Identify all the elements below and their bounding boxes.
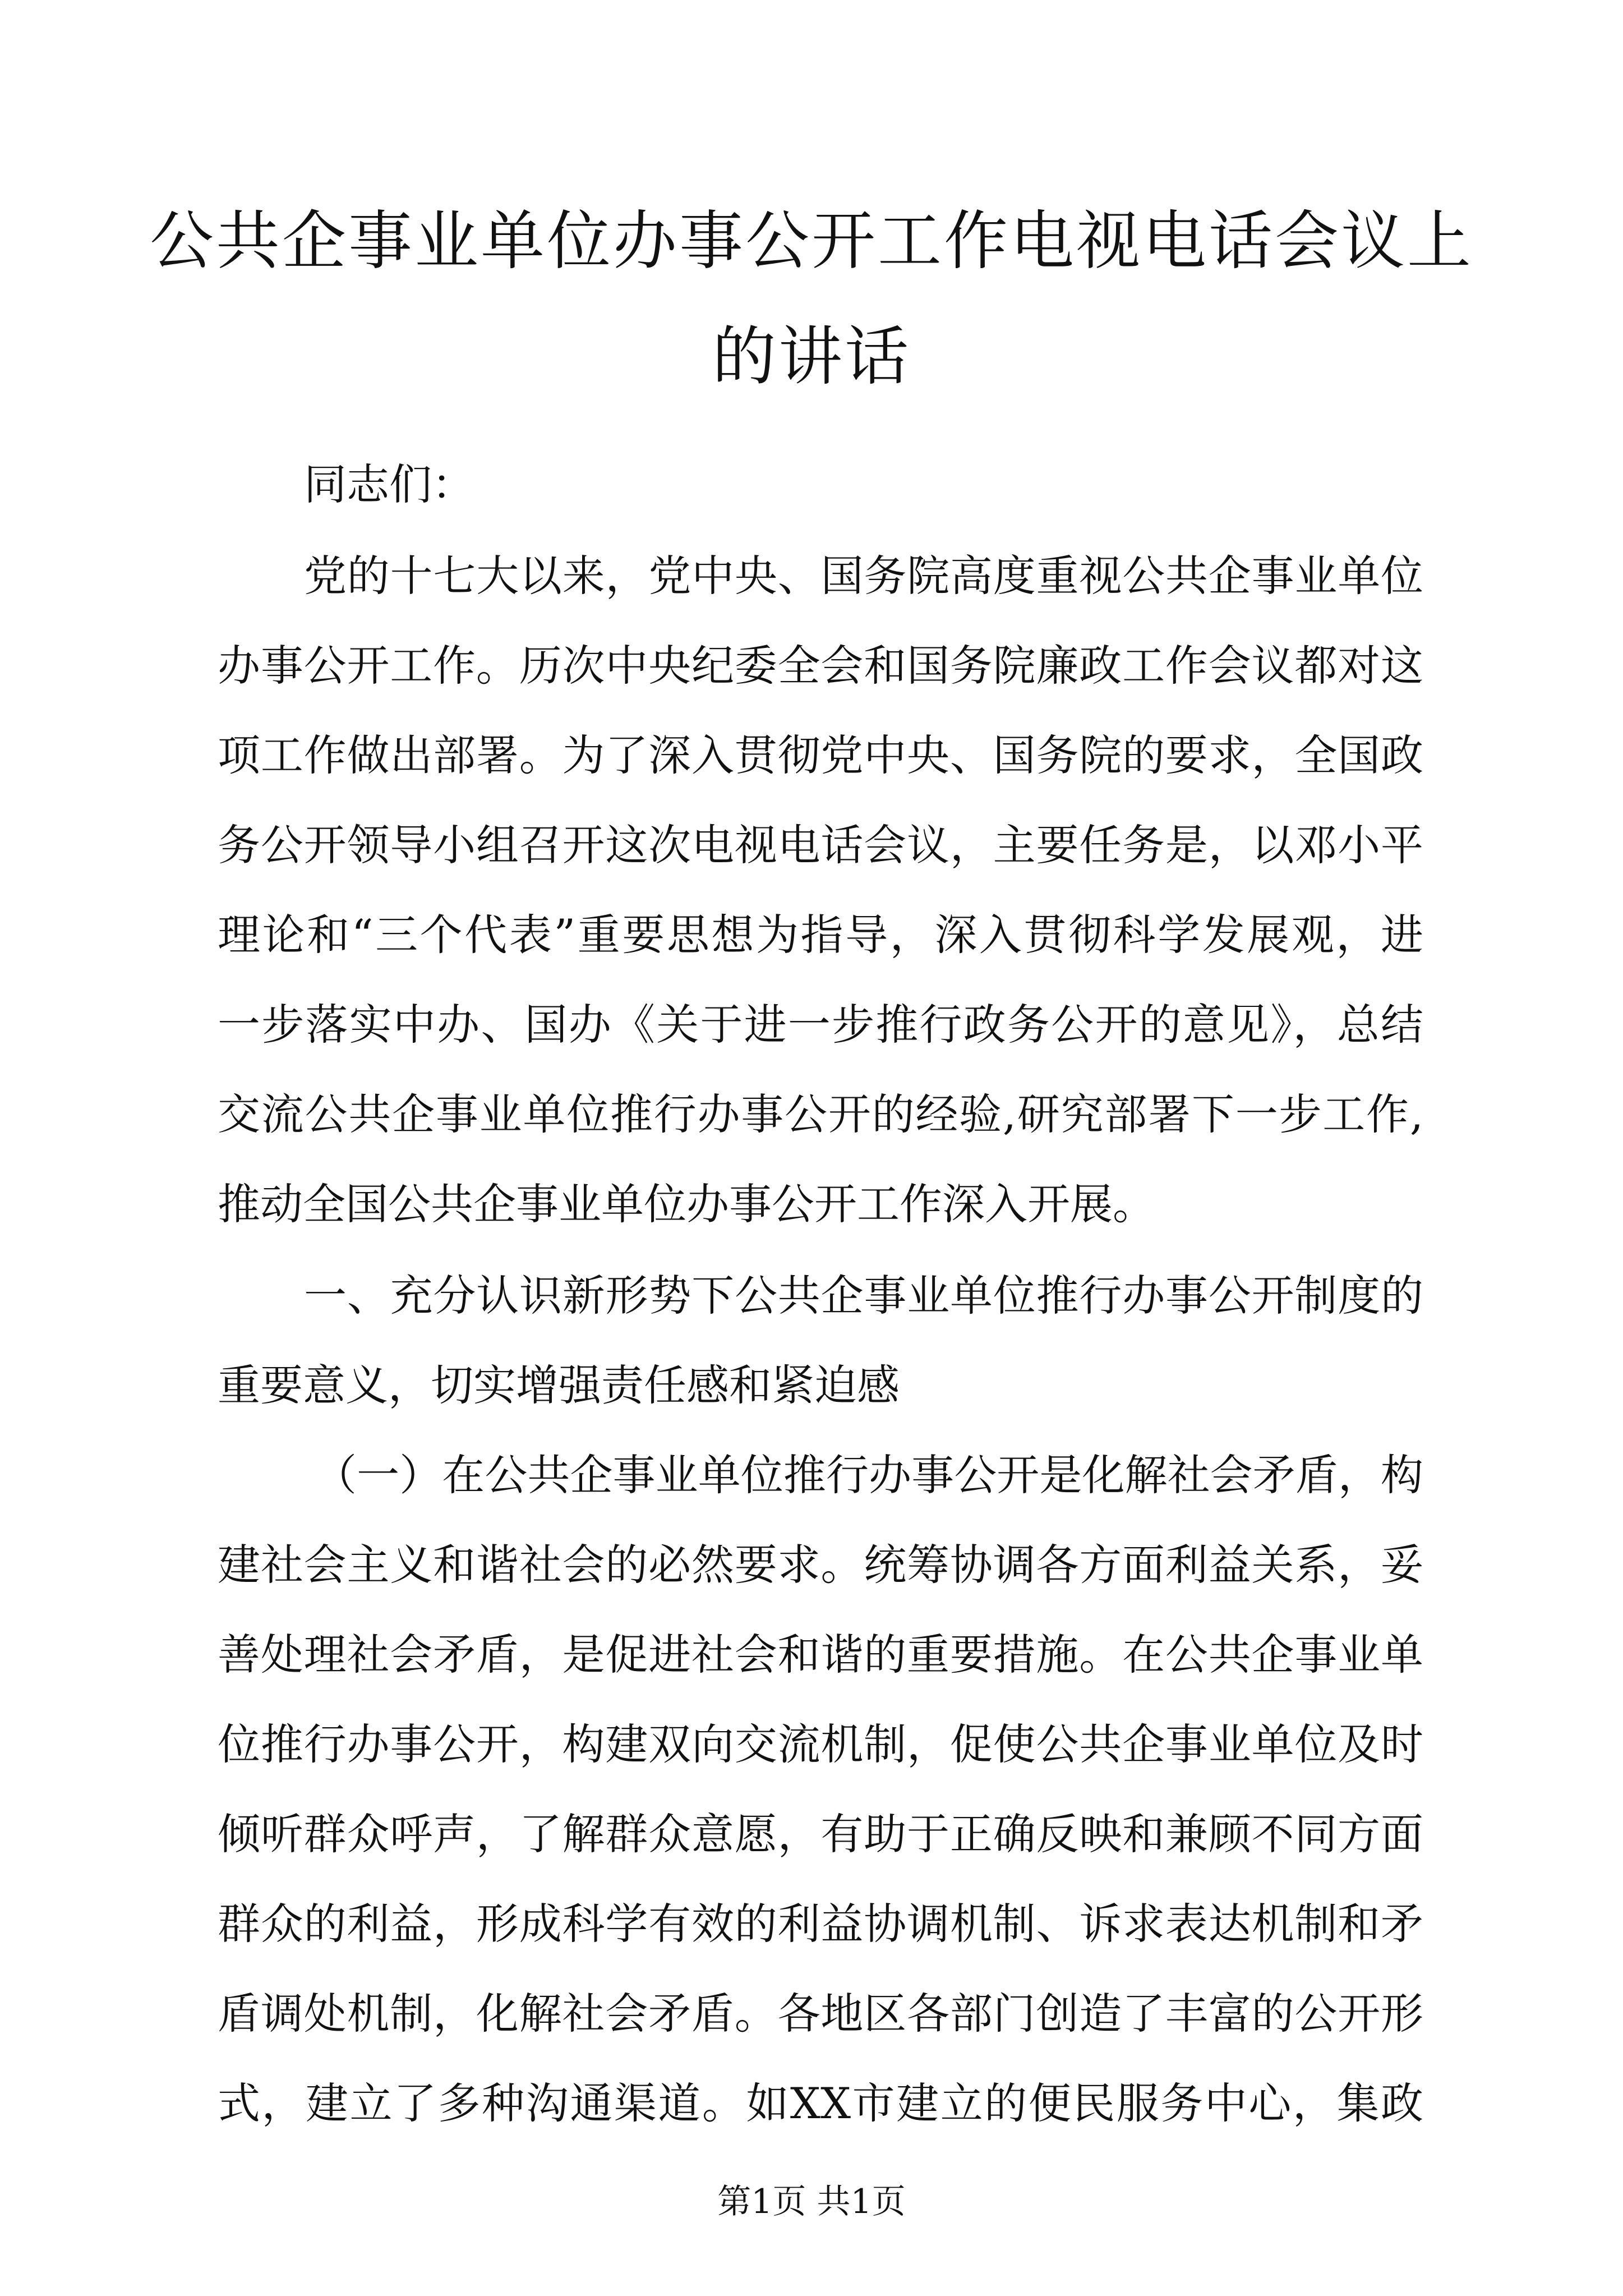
paragraph-1-line: 推动全国公共企事业单位办事公开工作深入开展。 [218,1179,1155,1229]
document-title-line-1: 公共企事业单位办事公开工作电视电话会议上 [149,204,1473,278]
paragraph-1-line: 党的十七大以来，党中央、国务院高度重视公共企事业单位 [304,551,1423,601]
paragraph-1-line: 办事公开工作。历次中央纪委全会和国务院廉政工作会议都对这 [218,641,1423,691]
paragraph-1-line: 交流公共企事业单位推行办事公开的经验,研究部署下一步工作, [218,1089,1423,1139]
paragraph-2-line: （一）在公共企事业单位推行办事公开是化解社会矛盾，构 [314,1450,1423,1500]
paragraph-1-line: 项工作做出部署。为了深入贯彻党中央、国务院的要求，全国政 [218,730,1423,780]
paragraph-2-line: 建社会主义和谐社会的必然要求。统筹协调各方面利益关系，妥 [218,1540,1423,1590]
paragraph-1-line: 一步落实中办、国办《关于进一步推行政务公开的意见》，总结 [218,1000,1423,1050]
paragraph-2-line: 盾调处机制，化解社会矛盾。各地区各部门创造了丰富的公开形 [218,1989,1423,2039]
page-footer: 第1页 共1页 [717,2182,906,2221]
section-heading-line: 重要意义，切实增强责任感和紧迫感 [218,1360,900,1410]
paragraph-2-line: 位推行办事公开，构建双向交流机制，促使公共企事业单位及时 [218,1719,1423,1769]
paragraph-1-line: 理论和“三个代表”重要思想为指导，深入贯彻科学发展观，进 [218,910,1423,960]
section-heading-line: 一、充分认识新形势下公共企事业单位推行办事公开制度的 [304,1271,1423,1320]
document-title-line-2: 的讲话 [712,319,911,394]
paragraph-2-line: 善处理社会矛盾，是促进社会和谐的重要措施。在公共企事业单 [218,1630,1423,1680]
paragraph-1-line: 务公开领导小组召开这次电视电话会议，主要任务是，以邓小平 [218,820,1423,870]
paragraph-2-line: 群众的利益，形成科学有效的利益协调机制、诉求表达机制和矛 [218,1899,1423,1949]
salutation: 同志们： [304,459,474,509]
paragraph-2-line: 倾听群众呼声，了解群众意愿，有助于正确反映和兼顾不同方面 [218,1809,1423,1859]
paragraph-2-line: 式，建立了多种沟通渠道。如XX市建立的便民服务中心，集政 [218,2078,1423,2128]
